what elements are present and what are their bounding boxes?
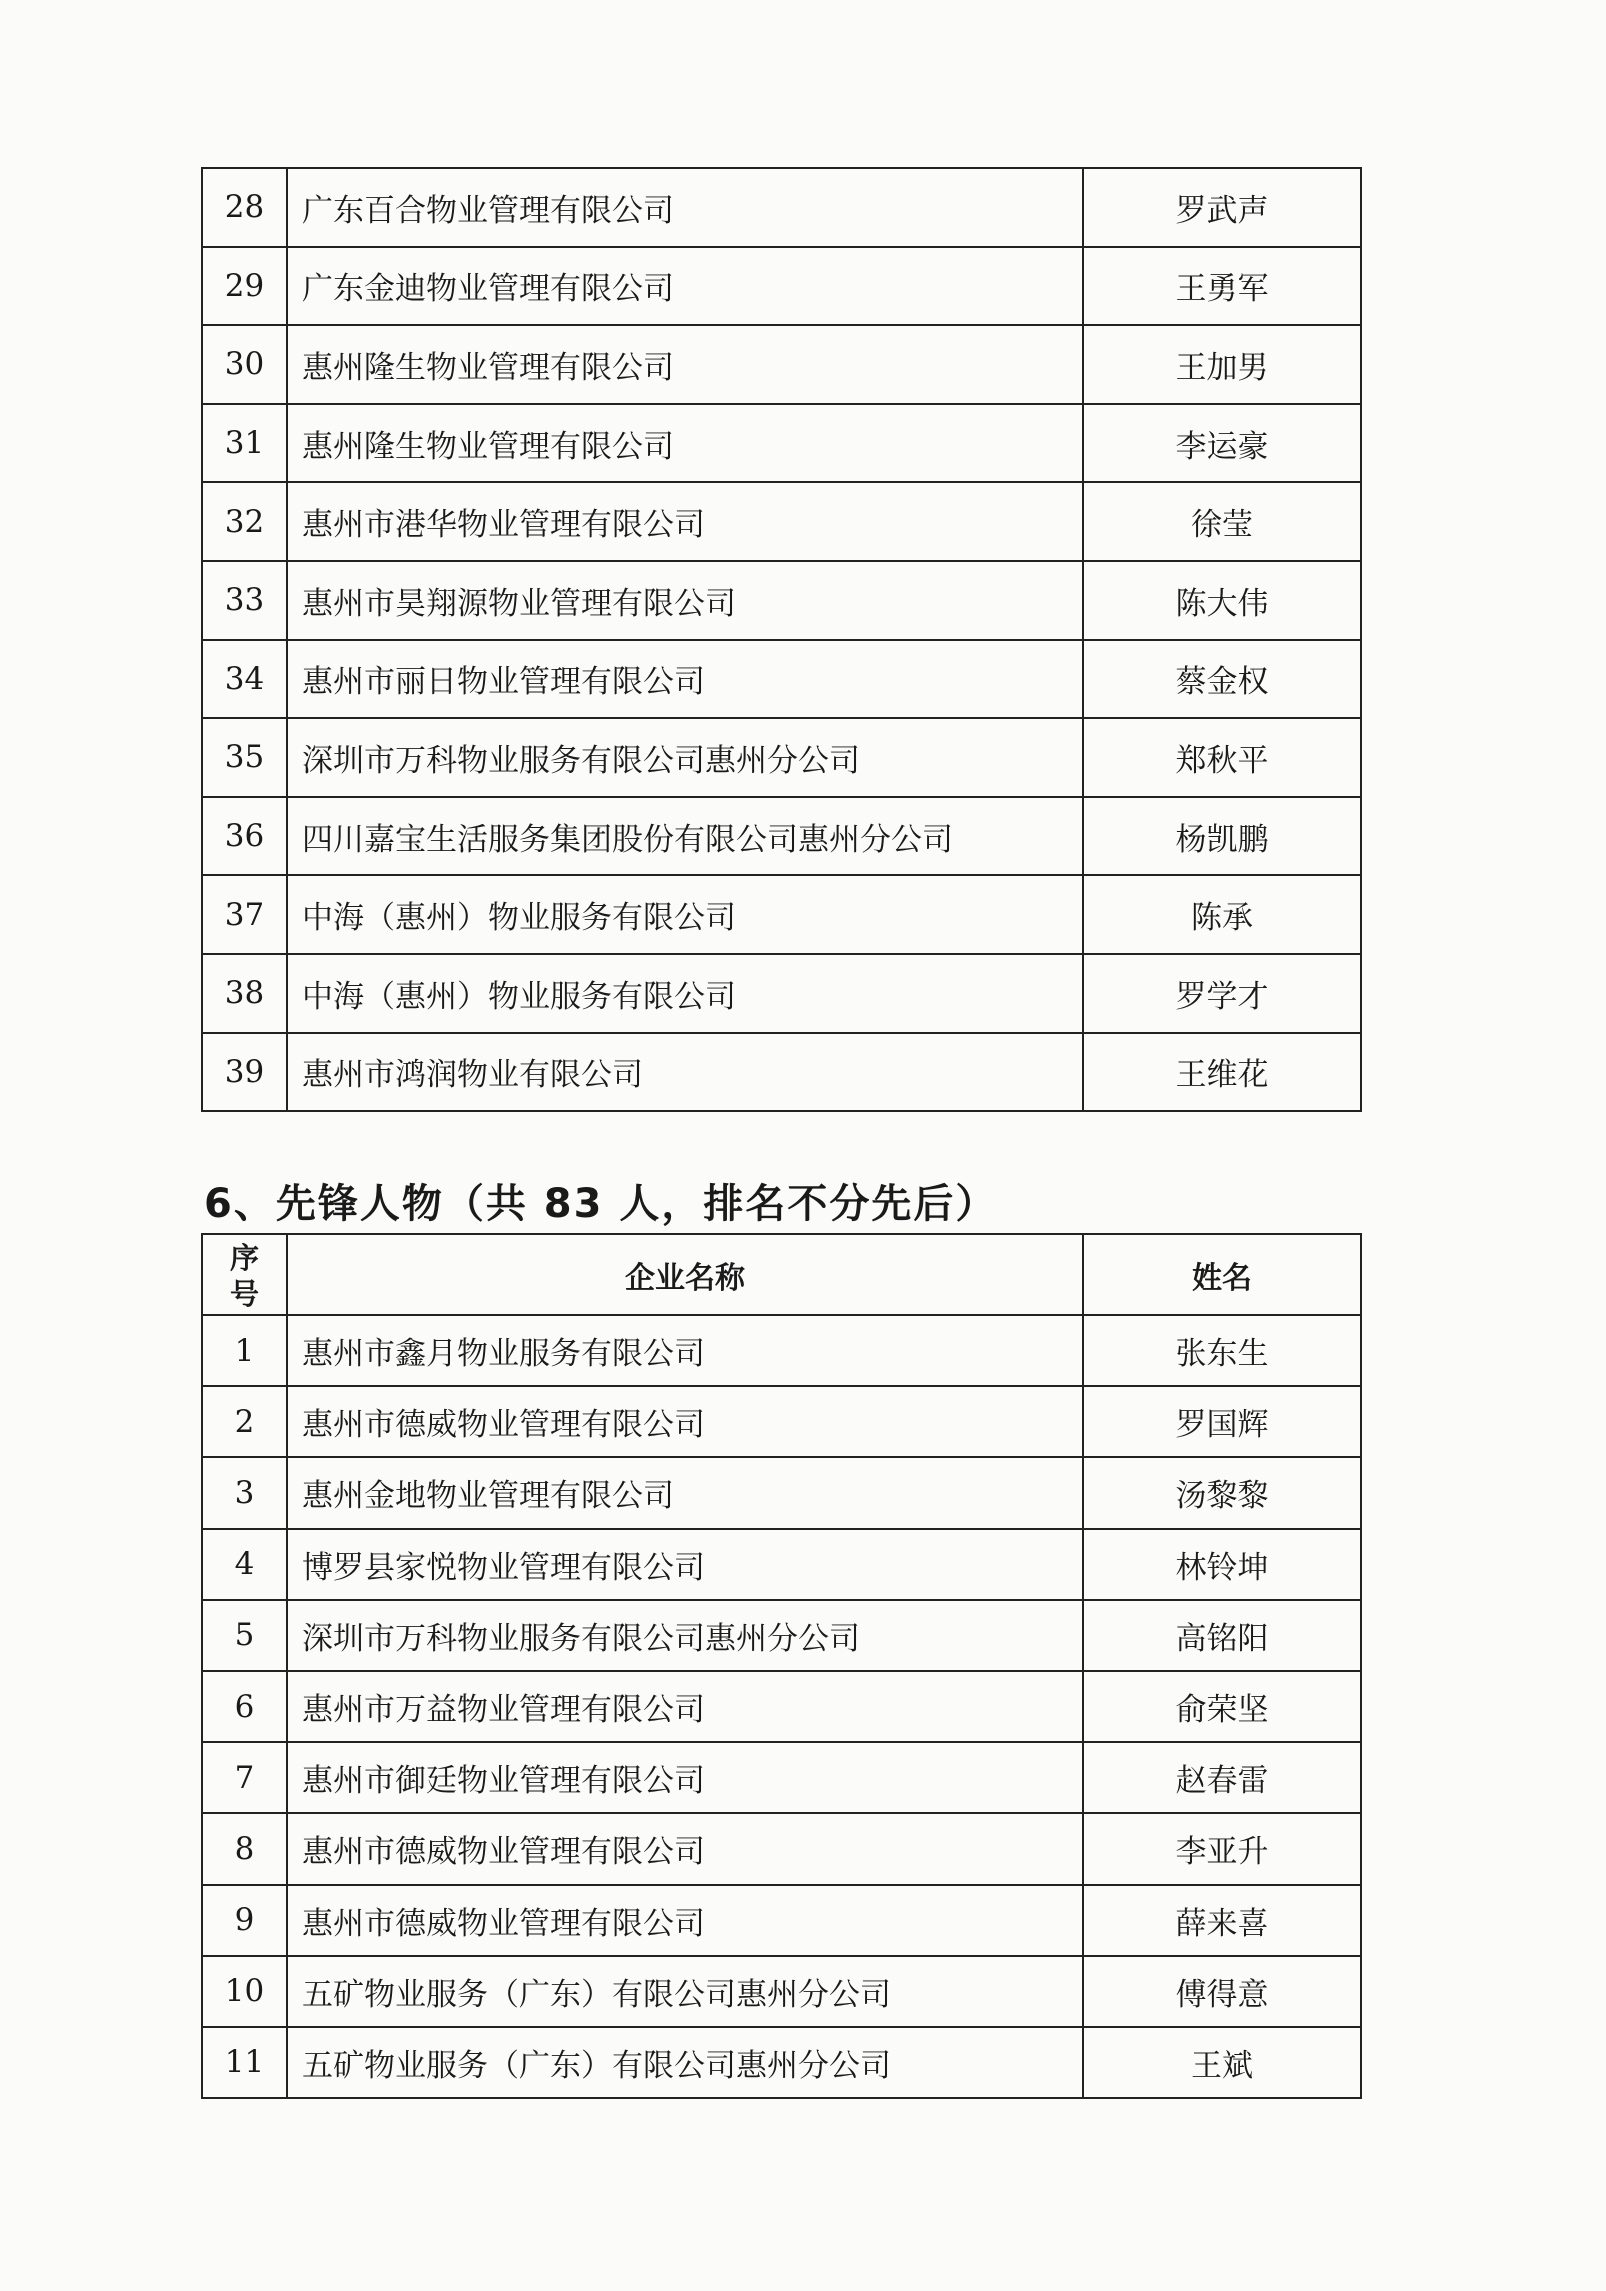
person-name: 王勇军 [1083,247,1361,326]
person-name: 陈承 [1083,875,1361,954]
person-name: 王维花 [1083,1033,1361,1112]
row-number: 4 [202,1529,287,1600]
row-number: 10 [202,1956,287,2027]
row-number: 33 [202,561,287,640]
header-no-line1: 序 [229,1240,259,1275]
table-row [202,1956,1361,2027]
row-number: 34 [202,640,287,719]
row-number: 7 [202,1742,287,1813]
row-number: 29 [202,247,287,326]
company-name: 惠州市德威物业管理有限公司 [287,1386,1083,1457]
section-title: 6、先锋人物（共 83 人，排名不分先后） [204,1181,998,1227]
person-name: 傅得意 [1083,1956,1361,2027]
table-row [202,561,1361,640]
row-number: 37 [202,875,287,954]
row-number: 36 [202,797,287,876]
person-name: 高铭阳 [1083,1600,1361,1671]
table-row [202,168,1361,247]
company-name: 惠州市鑫月物业服务有限公司 [287,1315,1083,1386]
row-number: 5 [202,1600,287,1671]
table-row [202,640,1361,719]
person-name: 俞荣坚 [1083,1671,1361,1742]
table-row [202,1457,1361,1528]
header-no [202,1234,287,1315]
company-name: 四川嘉宝生活服务集团股份有限公司惠州分公司 [287,797,1083,876]
person-name: 罗国辉 [1083,1386,1361,1457]
row-number: 6 [202,1671,287,1742]
person-name: 王加男 [1083,325,1361,404]
row-number: 2 [202,1386,287,1457]
award-table-body [202,168,1361,1111]
company-name: 五矿物业服务（广东）有限公司惠州分公司 [287,2027,1083,2098]
company-name: 中海（惠州）物业服务有限公司 [287,954,1083,1033]
company-name: 惠州金地物业管理有限公司 [287,1457,1083,1528]
company-name: 惠州市港华物业管理有限公司 [287,482,1083,561]
table-row [202,1885,1361,1956]
table-row [202,482,1361,561]
table-row [202,1386,1361,1457]
table-row [202,875,1361,954]
table-row [202,325,1361,404]
person-name: 薛来喜 [1083,1885,1361,1956]
person-name: 李运豪 [1083,404,1361,483]
company-name: 惠州市昊翔源物业管理有限公司 [287,561,1083,640]
person-name: 蔡金权 [1083,640,1361,719]
row-number: 30 [202,325,287,404]
table-row [202,1315,1361,1386]
table-row [202,1600,1361,1671]
company-name: 深圳市万科物业服务有限公司惠州分公司 [287,1600,1083,1671]
company-name: 惠州隆生物业管理有限公司 [287,404,1083,483]
table-header-row [202,1234,1361,1315]
person-name: 郑秋平 [1083,718,1361,797]
row-number: 28 [202,168,287,247]
person-name: 李亚升 [1083,1813,1361,1884]
table-row [202,404,1361,483]
person-name: 汤黎黎 [1083,1457,1361,1528]
row-number: 38 [202,954,287,1033]
table-row [202,2027,1361,2098]
pioneer-table [201,1233,1362,2099]
pioneer-table-body [202,1315,1361,2098]
table-row [202,1813,1361,1884]
table-row [202,1671,1361,1742]
person-name: 赵春雷 [1083,1742,1361,1813]
row-number: 31 [202,404,287,483]
company-name: 广东金迪物业管理有限公司 [287,247,1083,326]
company-name: 惠州市丽日物业管理有限公司 [287,640,1083,719]
table-row [202,1529,1361,1600]
row-number: 11 [202,2027,287,2098]
header-name: 姓名 [1083,1234,1361,1315]
person-name: 王斌 [1083,2027,1361,2098]
person-name: 罗学才 [1083,954,1361,1033]
company-name: 五矿物业服务（广东）有限公司惠州分公司 [287,1956,1083,2027]
person-name: 张东生 [1083,1315,1361,1386]
table-row [202,247,1361,326]
row-number: 1 [202,1315,287,1386]
person-name: 杨凯鹏 [1083,797,1361,876]
company-name: 惠州隆生物业管理有限公司 [287,325,1083,404]
row-number: 8 [202,1813,287,1884]
company-name: 惠州市德威物业管理有限公司 [287,1885,1083,1956]
company-name: 惠州市德威物业管理有限公司 [287,1813,1083,1884]
row-number: 32 [202,482,287,561]
header-company: 企业名称 [287,1234,1083,1315]
company-name: 广东百合物业管理有限公司 [287,168,1083,247]
row-number: 39 [202,1033,287,1112]
row-number: 35 [202,718,287,797]
company-name: 惠州市御廷物业管理有限公司 [287,1742,1083,1813]
person-name: 陈大伟 [1083,561,1361,640]
company-name: 博罗县家悦物业管理有限公司 [287,1529,1083,1600]
table-row [202,797,1361,876]
table-row [202,1742,1361,1813]
row-number: 3 [202,1457,287,1528]
table-row [202,718,1361,797]
company-name: 惠州市万益物业管理有限公司 [287,1671,1083,1742]
person-name: 林铃坤 [1083,1529,1361,1600]
person-name: 徐莹 [1083,482,1361,561]
row-number: 9 [202,1885,287,1956]
table-row [202,1033,1361,1112]
header-no-line2: 号 [229,1276,259,1311]
company-name: 中海（惠州）物业服务有限公司 [287,875,1083,954]
company-name: 惠州市鸿润物业有限公司 [287,1033,1083,1112]
person-name: 罗武声 [1083,168,1361,247]
table-row [202,954,1361,1033]
company-name: 深圳市万科物业服务有限公司惠州分公司 [287,718,1083,797]
award-table-continued [201,167,1362,1112]
